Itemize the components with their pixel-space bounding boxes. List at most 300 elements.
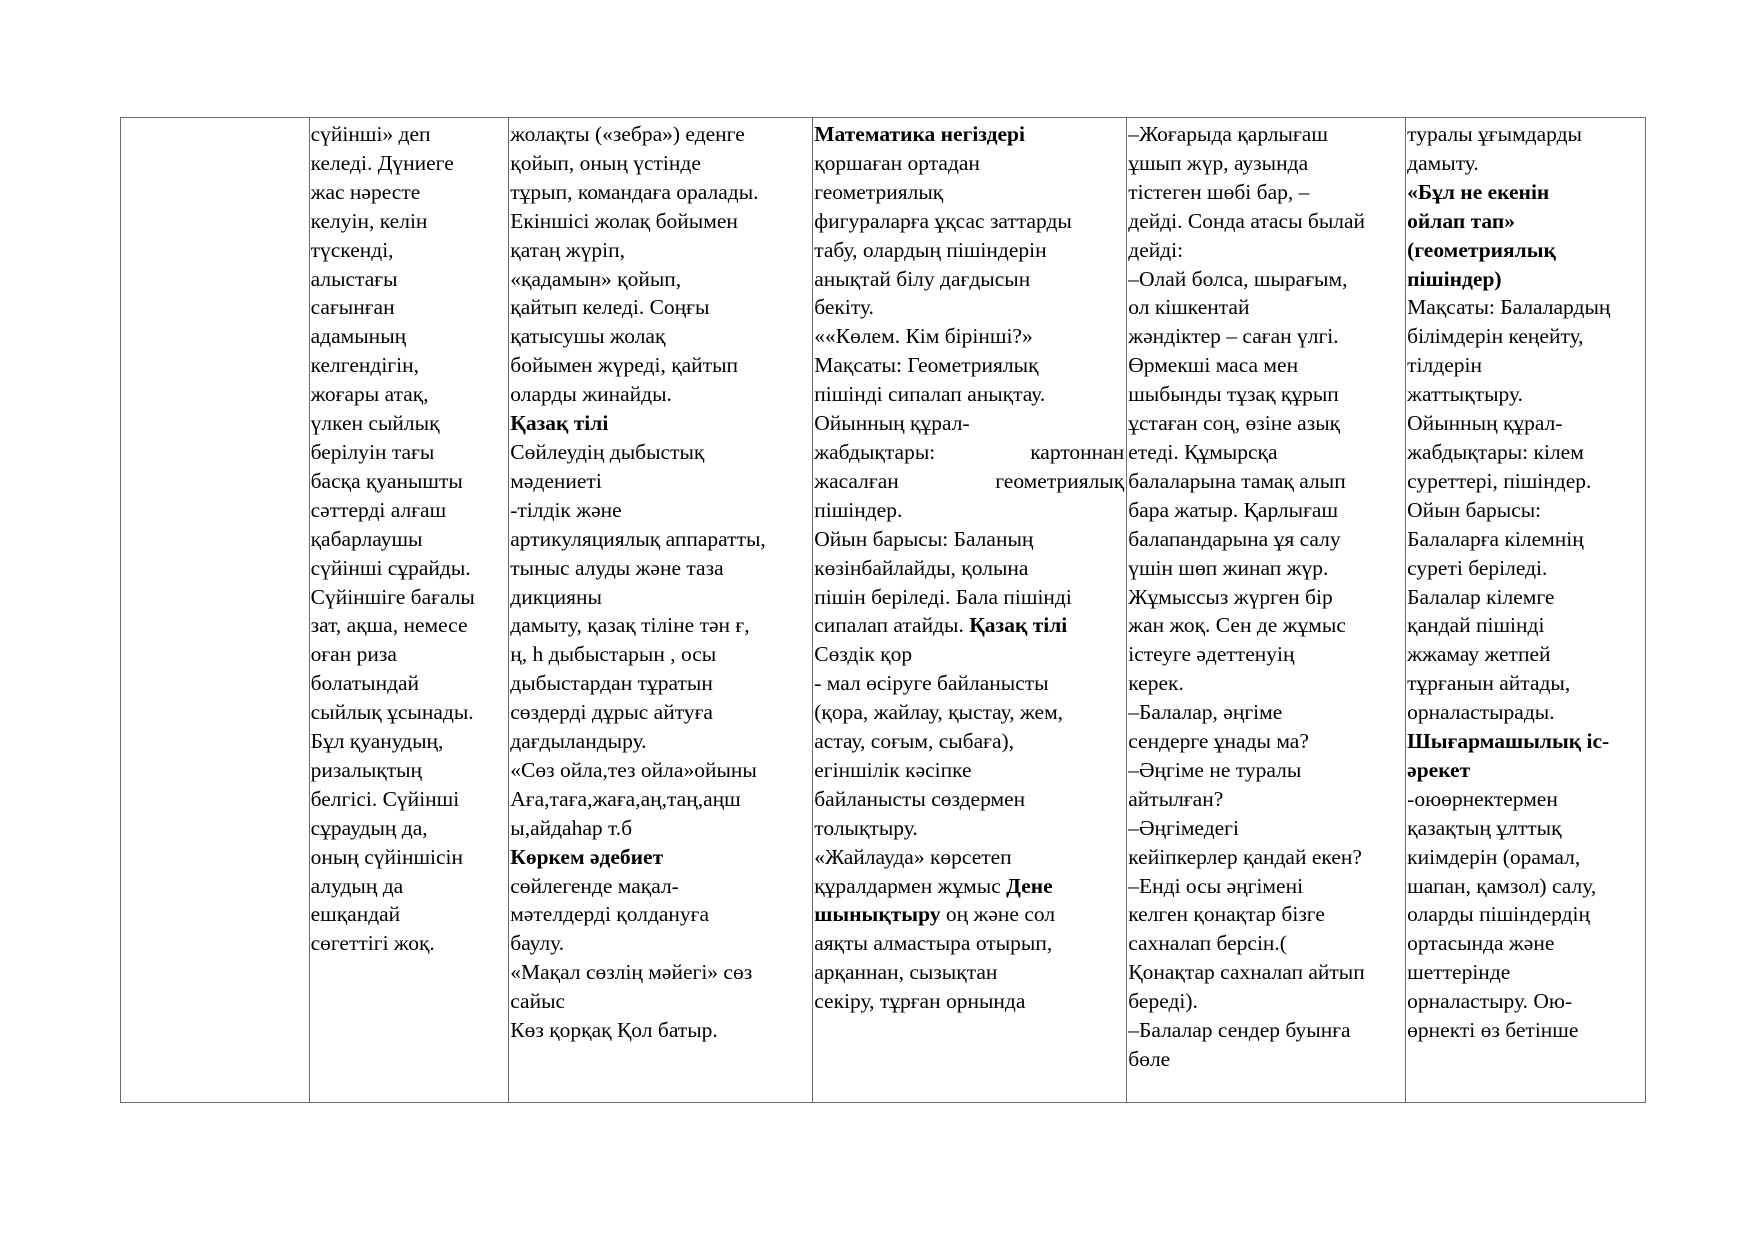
text-segment: дейді. Сонда атасы былай <box>1128 208 1366 233</box>
text-segment: ««Көлем. Кім бірінші?» <box>814 324 1033 349</box>
text-segment: –Балалар, әңгіме <box>1128 700 1283 725</box>
text-segment: адамының <box>310 324 407 349</box>
text-segment: пішінді сипалап анықтау. <box>814 382 1046 407</box>
text-line <box>510 900 810 929</box>
text-segment: –Олай болса, шырағым, <box>1128 266 1348 291</box>
text-segment: туралы ұғымдарды <box>1407 122 1583 146</box>
text-line <box>814 207 1124 236</box>
text-segment: үлкен сыйлық <box>310 411 440 436</box>
text-segment: алыстағы <box>310 266 398 291</box>
text-line <box>1128 409 1403 438</box>
text-line <box>814 843 1124 872</box>
text-segment: «Сөз ойла,тез ойла»ойыны <box>510 757 757 782</box>
text-segment: тұрып, командаға оралады. <box>510 179 759 204</box>
text-line <box>814 669 1124 698</box>
text-line <box>1407 236 1643 265</box>
text-line <box>1128 987 1403 1016</box>
text-line <box>1128 756 1403 785</box>
text-line <box>510 669 810 698</box>
text-segment: келген қонақтар бізге <box>1128 902 1325 927</box>
text-line <box>1128 236 1403 265</box>
text-segment: бекіту. <box>814 295 874 320</box>
text-segment: табу, олардың пішіндерін <box>814 237 1047 262</box>
text-line <box>1407 149 1643 178</box>
text-line <box>1407 814 1643 843</box>
text-segment: Бұл қуанудың, <box>310 729 444 754</box>
text-segment: түскенді, <box>310 237 394 262</box>
text-segment: жжамау жетпей <box>1407 642 1551 667</box>
text-segment: секіру, тұрған орнында <box>814 989 1026 1014</box>
text-line <box>1128 322 1403 351</box>
text-segment: фигураларға ұқсас заттарды <box>814 208 1072 233</box>
table-cell-math-basics <box>813 118 1127 1103</box>
text-line <box>311 120 507 149</box>
text-line <box>510 380 810 409</box>
text-line <box>1407 958 1643 987</box>
text-line <box>814 236 1124 265</box>
text-segment: –Әңгімедегі <box>1128 815 1239 840</box>
text-segment: бара жатыр. Қарлығаш <box>1128 497 1339 522</box>
text-segment: ортасында және <box>1407 931 1555 956</box>
bold-heading-text: Қазақ тілі <box>510 411 609 436</box>
text-line <box>814 467 1124 496</box>
text-segment: жолақты («зебра») еденге <box>510 122 745 146</box>
text-line <box>311 322 507 351</box>
text-segment: геометриялық <box>995 468 1125 493</box>
text-line <box>814 120 1124 149</box>
text-line <box>311 611 507 640</box>
text-line <box>510 207 810 236</box>
text-segment: жабдықтары: кілем <box>1407 439 1584 464</box>
text-segment: дыбыстардан тұратын <box>510 671 713 696</box>
text-segment: сөздерді дұрыс айтуға <box>510 700 713 725</box>
text-segment: керек. <box>1128 671 1184 696</box>
text-line <box>311 351 507 380</box>
text-segment: келеді. Дүниеге <box>310 150 454 175</box>
text-segment: белгісі. Сүйінші <box>310 786 460 811</box>
text-segment: сөйлегенде мақал- <box>510 873 679 898</box>
text-line <box>1407 554 1643 583</box>
text-line <box>1128 554 1403 583</box>
text-segment: -тілдік және <box>510 497 622 522</box>
text-segment: жан жоқ. Сен де жұмыс <box>1128 613 1346 638</box>
text-line <box>814 149 1124 178</box>
text-line <box>1128 1016 1403 1045</box>
text-segment: Мақсаты: Геометриялық <box>814 353 1039 378</box>
text-line <box>1407 929 1643 958</box>
text-segment: жабдықтары: <box>814 439 936 464</box>
text-segment: тыныс алуды және таза <box>510 555 724 580</box>
text-segment: сыйлық ұсынады. <box>310 700 474 725</box>
text-segment: –Енді осы әңгімені <box>1128 873 1304 898</box>
text-line <box>311 438 507 467</box>
text-line <box>1407 900 1643 929</box>
text-line <box>510 438 810 467</box>
text-line <box>814 380 1124 409</box>
text-segment: оң және сол <box>940 902 1056 927</box>
text-line <box>1128 149 1403 178</box>
text-segment: (қора, жайлау, қыстау, жем, <box>814 700 1064 725</box>
text-segment: алудың да <box>310 873 404 898</box>
text-segment: оларды жинайды. <box>510 382 672 407</box>
text-line <box>311 525 507 554</box>
text-segment: Сөйлеудің дыбыстық <box>510 439 705 464</box>
text-segment: –Балалар сендер буынға <box>1128 1018 1351 1043</box>
text-line <box>1407 669 1643 698</box>
text-line <box>311 554 507 583</box>
text-segment: етеді. Құмырсқа <box>1128 439 1278 464</box>
text-line <box>814 727 1124 756</box>
text-line <box>1128 611 1403 640</box>
text-segment: картоннан <box>1030 439 1125 464</box>
text-segment: «Жайлауда» көрсетеп <box>814 844 1012 869</box>
text-segment: аяқты алмастыра отырып, <box>814 931 1053 956</box>
text-line <box>814 987 1124 1016</box>
text-line <box>311 293 507 322</box>
text-segment: Мақсаты: Балалардың <box>1407 295 1611 320</box>
text-line <box>814 583 1124 612</box>
text-line <box>1407 322 1643 351</box>
text-line <box>311 785 507 814</box>
text-segment: тұрғанын айтады, <box>1407 671 1571 696</box>
text-line <box>1128 120 1403 149</box>
text-line <box>510 120 810 149</box>
text-segment: тілдерін <box>1407 353 1482 378</box>
text-segment: қойып, оның үстінде <box>510 150 701 175</box>
text-line <box>1407 987 1643 1016</box>
text-segment: дикцияны <box>510 584 602 609</box>
text-line <box>1407 207 1643 236</box>
text-segment: сұраудың да, <box>310 815 428 840</box>
text-segment: сағынған <box>310 295 395 320</box>
text-segment: толықтыру. <box>814 815 918 840</box>
text-segment: істеуге әдеттенуің <box>1128 642 1295 667</box>
text-line <box>510 698 810 727</box>
bold-heading-text: Шығармашылық іс- <box>1407 729 1610 754</box>
text-line <box>1407 265 1643 294</box>
text-line <box>510 149 810 178</box>
text-line <box>311 698 507 727</box>
text-segment: кейіпкерлер қандай екен? <box>1128 844 1362 869</box>
text-segment: ешқандай <box>310 902 401 927</box>
text-line <box>1407 611 1643 640</box>
text-segment: сендерге ұнады ма? <box>1128 729 1309 754</box>
text-line <box>814 611 1124 640</box>
text-line <box>510 496 810 525</box>
text-segment: - мал өсіруге байланысты <box>814 671 1049 696</box>
text-line <box>1407 727 1643 756</box>
bold-heading-text: әрекет <box>1407 757 1471 782</box>
text-line <box>814 698 1124 727</box>
text-line <box>814 265 1124 294</box>
text-line <box>510 1016 810 1045</box>
text-line <box>1407 785 1643 814</box>
text-segment: Балалар кілемге <box>1407 584 1555 609</box>
text-segment: сипалап атайды. <box>814 613 970 638</box>
text-line <box>1407 120 1643 149</box>
text-segment: «қадамын» қойып, <box>510 266 682 291</box>
text-line <box>311 178 507 207</box>
text-segment: басқа қуанышты <box>310 468 463 493</box>
text-segment: бөле <box>1128 1047 1171 1071</box>
text-segment: ұшып жүр, аузында <box>1128 150 1309 175</box>
text-line <box>311 496 507 525</box>
text-line <box>814 525 1124 554</box>
text-line <box>311 236 507 265</box>
text-segment: геометриялық <box>814 179 944 204</box>
text-line <box>1128 727 1403 756</box>
text-segment: пішін беріледі. Бала пішінді <box>814 584 1072 609</box>
text-segment: сүйінші сұрайды. <box>310 555 471 580</box>
text-line <box>814 785 1124 814</box>
text-line <box>814 958 1124 987</box>
text-line <box>311 207 507 236</box>
text-segment: суреті беріледі. <box>1407 555 1548 580</box>
text-segment: сүйінші» деп <box>310 122 431 146</box>
text-segment: орналастыру. Ою- <box>1407 989 1573 1014</box>
text-line <box>510 293 810 322</box>
text-segment: Ойынның құрал- <box>1407 411 1563 436</box>
text-segment: жәндіктер – саған үлгі. <box>1128 324 1339 349</box>
text-segment: дамыту, қазақ тіліне тән ғ, <box>510 613 750 638</box>
text-segment: анықтай білу дағдысын <box>814 266 1031 291</box>
text-line <box>1128 900 1403 929</box>
text-segment: Сөздік қор <box>814 642 913 667</box>
text-line <box>814 322 1124 351</box>
text-segment: балапандарына ұя салу <box>1128 526 1341 551</box>
text-segment: Қонақтар сахналап айтып <box>1128 960 1365 985</box>
text-line <box>1128 178 1403 207</box>
text-line <box>1128 929 1403 958</box>
text-segment: балаларына тамақ алып <box>1128 468 1346 493</box>
text-segment: көзінбайлайды, қолына <box>814 555 1029 580</box>
text-segment: болатындай <box>310 671 420 696</box>
text-line <box>1128 525 1403 554</box>
text-line <box>814 409 1124 438</box>
text-line <box>1128 438 1403 467</box>
text-line <box>1128 265 1403 294</box>
text-segment: -оюөрнектермен <box>1407 786 1558 811</box>
text-line <box>1407 698 1643 727</box>
text-segment: пішіндер. <box>814 497 903 522</box>
text-line <box>311 843 507 872</box>
table-cell-activities-kazakh-language <box>509 118 813 1103</box>
text-line <box>1407 640 1643 669</box>
lesson-plan-table <box>120 117 1646 1103</box>
text-line <box>1407 293 1643 322</box>
text-segment: сайыс <box>510 989 566 1014</box>
text-segment: Көз қорқақ Қол батыр. <box>510 1018 718 1043</box>
text-line <box>510 409 810 438</box>
text-segment: ы,айдаһар т.б <box>510 815 633 840</box>
text-segment: «Мақал сөзлің мәйегі» сөз <box>510 960 753 985</box>
text-segment: берілуін тағы <box>310 439 435 464</box>
text-line <box>1128 351 1403 380</box>
text-line <box>1128 583 1403 612</box>
text-line <box>814 351 1124 380</box>
bold-heading-text: «Бұл не екенін <box>1407 179 1550 204</box>
text-line <box>814 640 1124 669</box>
text-line <box>311 929 507 958</box>
text-segment: үшін шөп жинап жүр. <box>1128 555 1329 580</box>
text-segment: береді). <box>1128 989 1198 1014</box>
text-line <box>1128 467 1403 496</box>
bold-heading-text: Математика негіздері <box>814 122 1025 146</box>
text-segment: артикуляциялық аппаратты, <box>510 526 766 551</box>
text-segment: суреттері, пішіндер. <box>1407 468 1592 493</box>
text-segment: тістеген шөбі бар, – <box>1128 179 1310 204</box>
text-line <box>311 467 507 496</box>
text-line <box>510 525 810 554</box>
text-line <box>1128 814 1403 843</box>
text-segment: жас нәресте <box>310 179 421 204</box>
text-segment: шеттерінде <box>1407 960 1511 985</box>
text-line <box>311 149 507 178</box>
text-segment: келуін, келін <box>310 208 428 233</box>
text-line <box>510 987 810 1016</box>
text-line <box>1407 1016 1643 1045</box>
text-segment: жасалған <box>814 468 899 493</box>
text-line <box>510 322 810 351</box>
text-segment: ң, һ дыбыстарын , осы <box>510 642 717 667</box>
text-segment: баулу. <box>510 931 565 956</box>
text-segment: –Жоғарыда қарлығаш <box>1128 122 1328 146</box>
text-segment: егіншілік кәсіпке <box>814 757 972 782</box>
text-segment: келгендігін, <box>310 353 419 378</box>
text-line <box>311 756 507 785</box>
text-line <box>510 843 810 872</box>
text-line <box>814 178 1124 207</box>
text-segment: оларды пішіндердің <box>1407 902 1591 927</box>
text-line <box>510 958 810 987</box>
text-segment: орналастырады. <box>1407 700 1555 725</box>
text-line <box>311 265 507 294</box>
bold-heading-text: ойлап тап» <box>1407 208 1516 233</box>
text-line <box>1407 467 1643 496</box>
text-segment: қатаң жүріп, <box>510 237 625 262</box>
text-line <box>510 265 810 294</box>
text-line <box>510 351 810 380</box>
text-segment: сөгеттігі жоқ. <box>310 931 435 956</box>
bold-heading-text: пішіндер) <box>1407 266 1502 291</box>
text-segment: шыбынды тұзақ құрып <box>1128 382 1339 407</box>
bold-heading-text: Дене <box>1006 873 1053 898</box>
text-line <box>510 640 810 669</box>
text-line <box>311 640 507 669</box>
text-segment: Өрмекші маса мен <box>1128 353 1299 378</box>
text-segment: өрнекті өз бетінше <box>1407 1018 1579 1043</box>
text-line <box>1128 1045 1403 1074</box>
text-line <box>510 583 810 612</box>
text-segment: бойымен жүреді, қайтып <box>510 353 739 378</box>
text-segment: байланысты сөздермен <box>814 786 1026 811</box>
table-row <box>121 118 1646 1103</box>
text-line <box>311 814 507 843</box>
text-line <box>1407 872 1643 901</box>
table-cell-empty <box>121 118 310 1103</box>
text-line <box>1407 756 1643 785</box>
text-segment: сәттерді алғаш <box>310 497 447 522</box>
text-line <box>1407 525 1643 554</box>
text-line <box>1128 496 1403 525</box>
text-segment: оған риза <box>310 642 397 667</box>
text-segment: ұстаған соң, өзіне азық <box>1128 411 1341 436</box>
text-segment: мәдениеті <box>510 468 602 493</box>
text-segment: астау, соғым, сыбаға), <box>814 729 1015 754</box>
text-segment: білімдерін кеңейту, <box>1407 324 1584 349</box>
text-line <box>814 872 1124 901</box>
text-line <box>311 669 507 698</box>
text-line <box>814 554 1124 583</box>
text-line <box>510 929 810 958</box>
table-cell-suyinshi-text <box>309 118 509 1103</box>
text-segment: жоғары атақ, <box>310 382 429 407</box>
table-cell-story-dialogue <box>1127 118 1406 1103</box>
text-segment: Ойын барысы: <box>1407 497 1542 522</box>
text-segment: ол кішкентай <box>1128 295 1250 320</box>
text-segment: жаттықтыру. <box>1407 382 1523 407</box>
text-line <box>1128 207 1403 236</box>
text-line <box>814 929 1124 958</box>
text-segment: қабарлаушы <box>310 526 423 551</box>
text-segment: қатысушы жолақ <box>510 324 666 349</box>
text-line <box>311 380 507 409</box>
text-line <box>1407 351 1643 380</box>
text-segment: Аға,таға,жаға,аң,таң,аңш <box>510 786 741 811</box>
text-segment: арқаннан, сызықтан <box>814 960 998 985</box>
text-line <box>311 872 507 901</box>
text-line <box>1407 583 1643 612</box>
text-segment: Балаларға кілемнің <box>1407 526 1584 551</box>
text-line <box>1128 872 1403 901</box>
bold-heading-text: Қазақ тілі <box>969 613 1068 638</box>
text-line <box>1128 958 1403 987</box>
text-line <box>510 727 810 756</box>
text-line <box>814 438 1124 467</box>
text-segment: қайтып келеді. Соңғы <box>510 295 710 320</box>
text-line <box>1407 380 1643 409</box>
text-segment: Екіншісі жолақ бойымен <box>510 208 738 233</box>
text-segment: дамыту. <box>1407 150 1479 175</box>
text-line <box>510 814 810 843</box>
text-segment: Ойынның құрал- <box>814 411 970 436</box>
text-segment: –Әңгіме не туралы <box>1128 757 1302 782</box>
text-line <box>1128 669 1403 698</box>
text-line <box>311 900 507 929</box>
text-line <box>311 583 507 612</box>
text-segment: дейді: <box>1128 237 1184 262</box>
text-line <box>814 814 1124 843</box>
text-segment: дағдыландыру. <box>510 729 647 754</box>
text-segment: оның сүйіншісін <box>310 844 464 869</box>
text-segment: айтылған? <box>1128 786 1224 811</box>
text-line <box>1128 785 1403 814</box>
text-line <box>510 611 810 640</box>
text-segment: киімдерін (орамал, <box>1407 844 1581 869</box>
text-line <box>510 178 810 207</box>
text-line <box>1128 640 1403 669</box>
text-line <box>311 409 507 438</box>
text-line <box>814 756 1124 785</box>
text-segment: Жұмыссыз жүрген бір <box>1128 584 1333 609</box>
text-segment: ризалықтың <box>310 757 423 782</box>
text-line <box>510 756 810 785</box>
text-line <box>1128 698 1403 727</box>
text-line <box>510 785 810 814</box>
text-line <box>814 900 1124 929</box>
text-segment: құралдармен жұмыс <box>814 873 1007 898</box>
text-line <box>1407 843 1643 872</box>
